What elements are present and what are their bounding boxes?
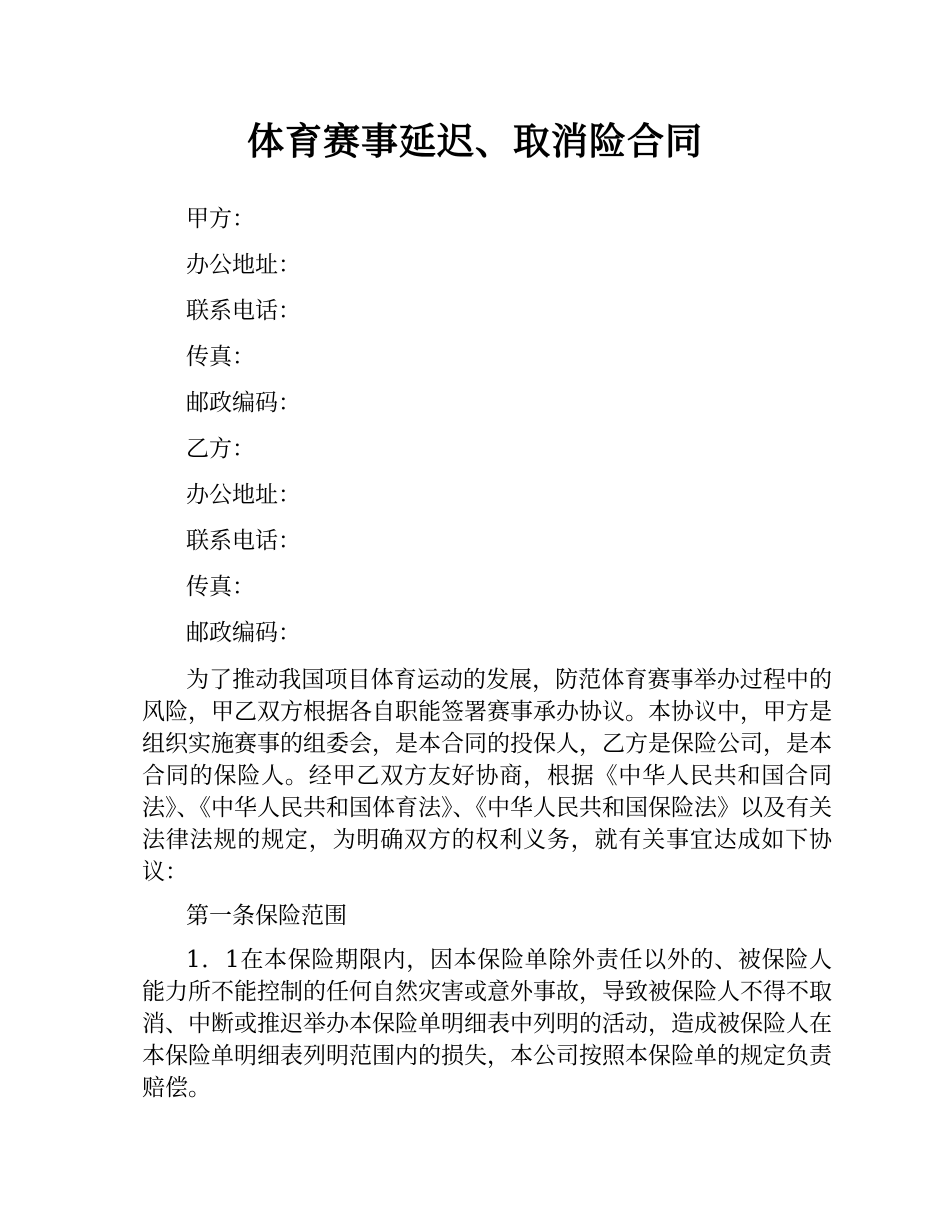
intro-paragraph: 为了推动我国项目体育运动的发展，防范体育赛事举办过程中的风险，甲乙双方根据各自职能签署赛事承办协议。本协议中，甲方是组织实施赛事的组委会，是本合同的投保人，乙方是保险公司，是本合同的保险人。经甲乙双方友好协商，根据《中华人民共和国合同法》、《中华人民共和国体育法》、《中华人民共和国保险法》以及有关法律法规的规定，为明确双方的权利义务，就有关事宜达成如下协议： <box>142 667 832 885</box>
party-b-fax: 传真： <box>186 574 255 600</box>
document-body <box>142 196 832 1104</box>
document-title: 体育赛事延迟、取消险合同 <box>247 120 703 163</box>
party-b-phone: 联系电话： <box>186 528 301 554</box>
article-1-heading: 第一条保险范围 <box>186 903 347 929</box>
party-a-phone: 联系电话： <box>186 298 301 324</box>
party-b-office-address: 办公地址： <box>186 482 301 508</box>
party-a-office-address: 办公地址： <box>186 252 301 278</box>
party-a-postal-code: 邮政编码： <box>186 390 301 416</box>
party-a-fax: 传真： <box>186 344 255 370</box>
party-b-label: 乙方： <box>186 436 255 462</box>
party-b-postal-code: 邮政编码： <box>186 620 301 646</box>
article-1-clause-1: 1．1在本保险期限内，因本保险单除外责任以外的、被保险人能力所不能控制的任何自然灾害或意外事故，导致被保险人不得不取消、中断或推迟举办本保险单明细表中列明的活动，造成被保险人在本保险单明细表列明范围内的损失，本公司按照本保险单的规定负责赔偿。 <box>142 947 832 1101</box>
party-a-label: 甲方： <box>186 206 255 232</box>
